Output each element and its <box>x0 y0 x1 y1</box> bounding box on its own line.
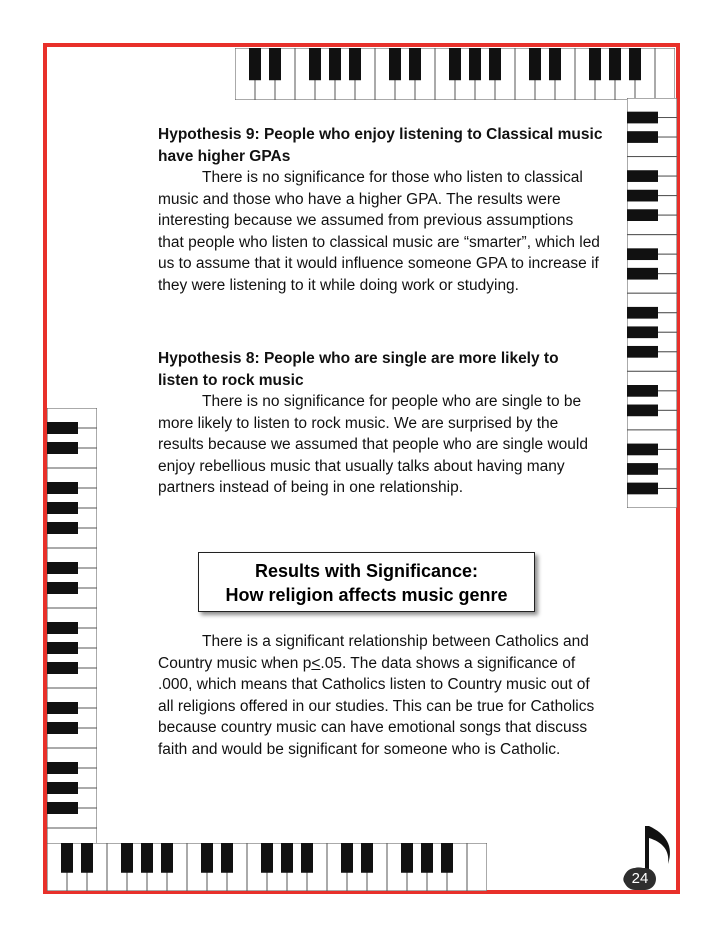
results-box-title: Results with Significance: <box>254 561 479 581</box>
results-significance-box <box>198 552 535 612</box>
piano-keyboard-right <box>627 98 677 508</box>
page-number: 24 <box>624 868 656 890</box>
hypothesis-8-heading: Hypothesis 8: People who are single are more likely to listen to rock music <box>158 350 559 389</box>
piano-keyboard-bottom <box>47 843 487 891</box>
hypothesis-9-body: There is no significance for those who listen to classical music and those who have a higher GPA. The results were interesting because we assumed from previous assumptions that people who listen to classical music are “smarter”, which led us to assume that it would influence someone GPA to increase if they were listening to it while doing work or studying. <box>158 169 600 294</box>
hypothesis-9-section <box>158 124 603 296</box>
piano-keyboard-left <box>47 408 97 848</box>
hypothesis-8-section <box>158 348 603 499</box>
results-body: There is a significant relationship between Catholics and Country music when p<.05. The data shows a significance of .000, which means that Catholics listen to Country music out of all religions offered in our studies. This can be true for Catholics because country music can have emotional songs that discuss faith and would be significant for someone who is Catholic. <box>158 633 595 758</box>
hypothesis-8-body: There is no significance for people who are single to be more likely to listen to rock music. We are surprised by the results because we assumed that people who are single would enjoy rebellious music that usually talks about having many partners instead of being in one relationship. <box>158 393 588 496</box>
results-section <box>158 631 603 760</box>
less-equal-symbol: < <box>311 654 321 672</box>
hypothesis-9-heading: Hypothesis 9: People who enjoy listening to Classical music have higher GPAs <box>158 126 603 165</box>
piano-keyboard-top <box>235 48 675 100</box>
results-box-subtitle: How religion affects music genre <box>225 585 508 605</box>
